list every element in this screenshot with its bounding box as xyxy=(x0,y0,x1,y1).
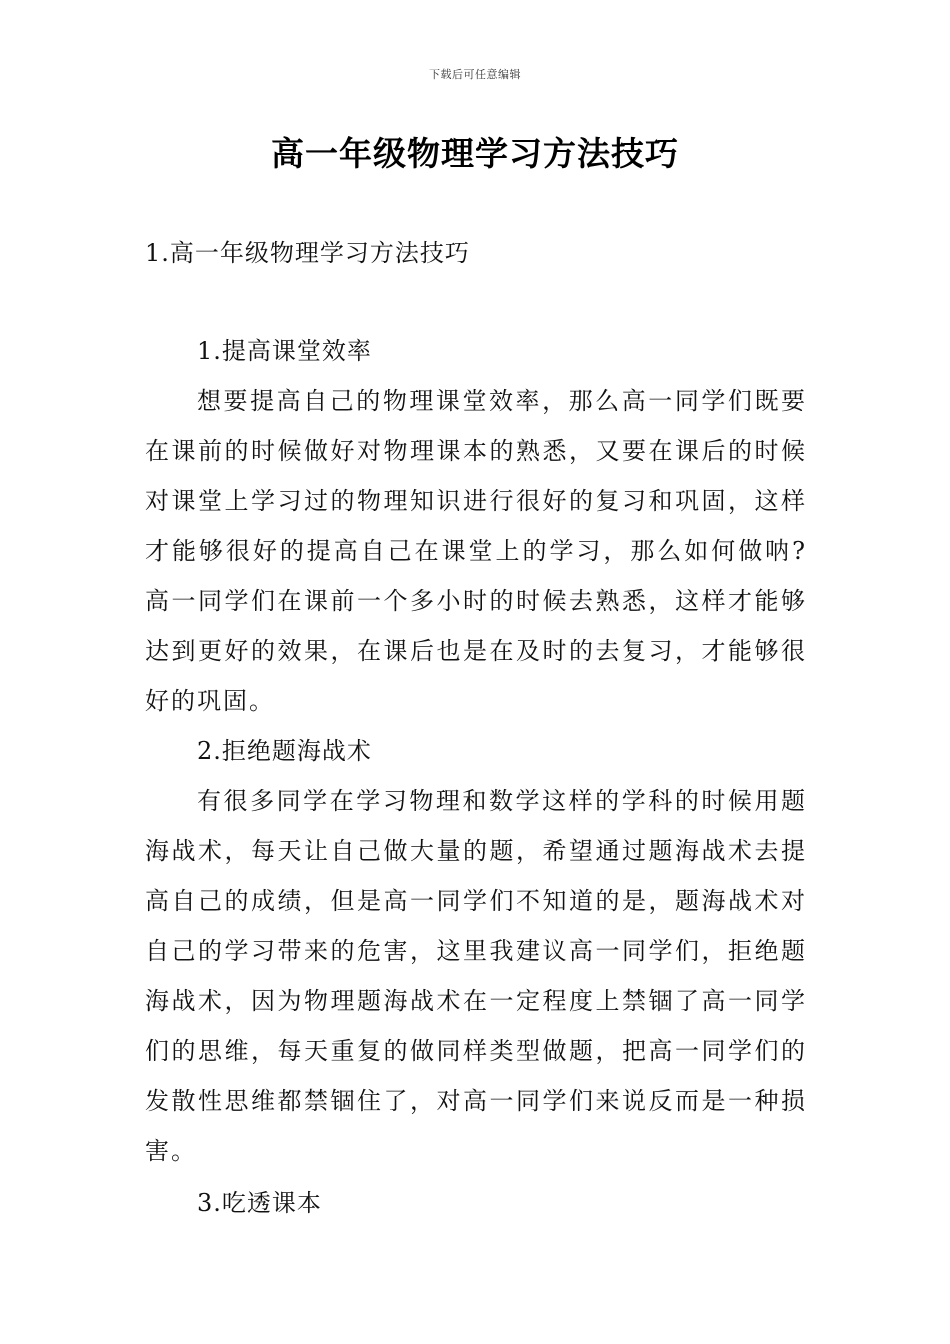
item-paragraph-1: 想要提高自己的物理课堂效率，那么高一同学们既要在课前的时候做好对物理课本的熟悉，又要在课后的时候对课堂上学习过的物理知识进行很好的复习和巩固，这样才能够很好的提高自己在课堂上的学习，那么如何做呐?高一同学们在课前一个多小时的时候去熟悉，这样才能够达到更好的效果，在课后也是在及时的去复习，才能够很好的巩固。 xyxy=(145,387,807,715)
document-body xyxy=(145,228,807,1228)
item-heading-1: 1.提高课堂效率 xyxy=(197,337,372,365)
header-note: 下载后可任意编辑 xyxy=(429,68,521,81)
item-heading-2: 2.拒绝题海战术 xyxy=(197,737,372,765)
item-paragraph-2: 有很多同学在学习物理和数学这样的学科的时候用题海战术，每天让自己做大量的题，希望通过题海战术去提高自己的成绩，但是高一同学们不知道的是，题海战术对自己的学习带来的危害，这里我建议高一同学们，拒绝题海战术，因为物理题海战术在一定程度上禁锢了高一同学们的思维，每天重复的做同样类型做题，把高一同学们的发散性思维都禁锢住了，对高一同学们来说反而是一种损害。 xyxy=(145,787,807,1165)
document-title: 高一年级物理学习方法技巧 xyxy=(271,134,679,173)
section-heading: 1.高一年级物理学习方法技巧 xyxy=(145,239,470,267)
item-heading-3: 3.吃透课本 xyxy=(197,1189,322,1217)
